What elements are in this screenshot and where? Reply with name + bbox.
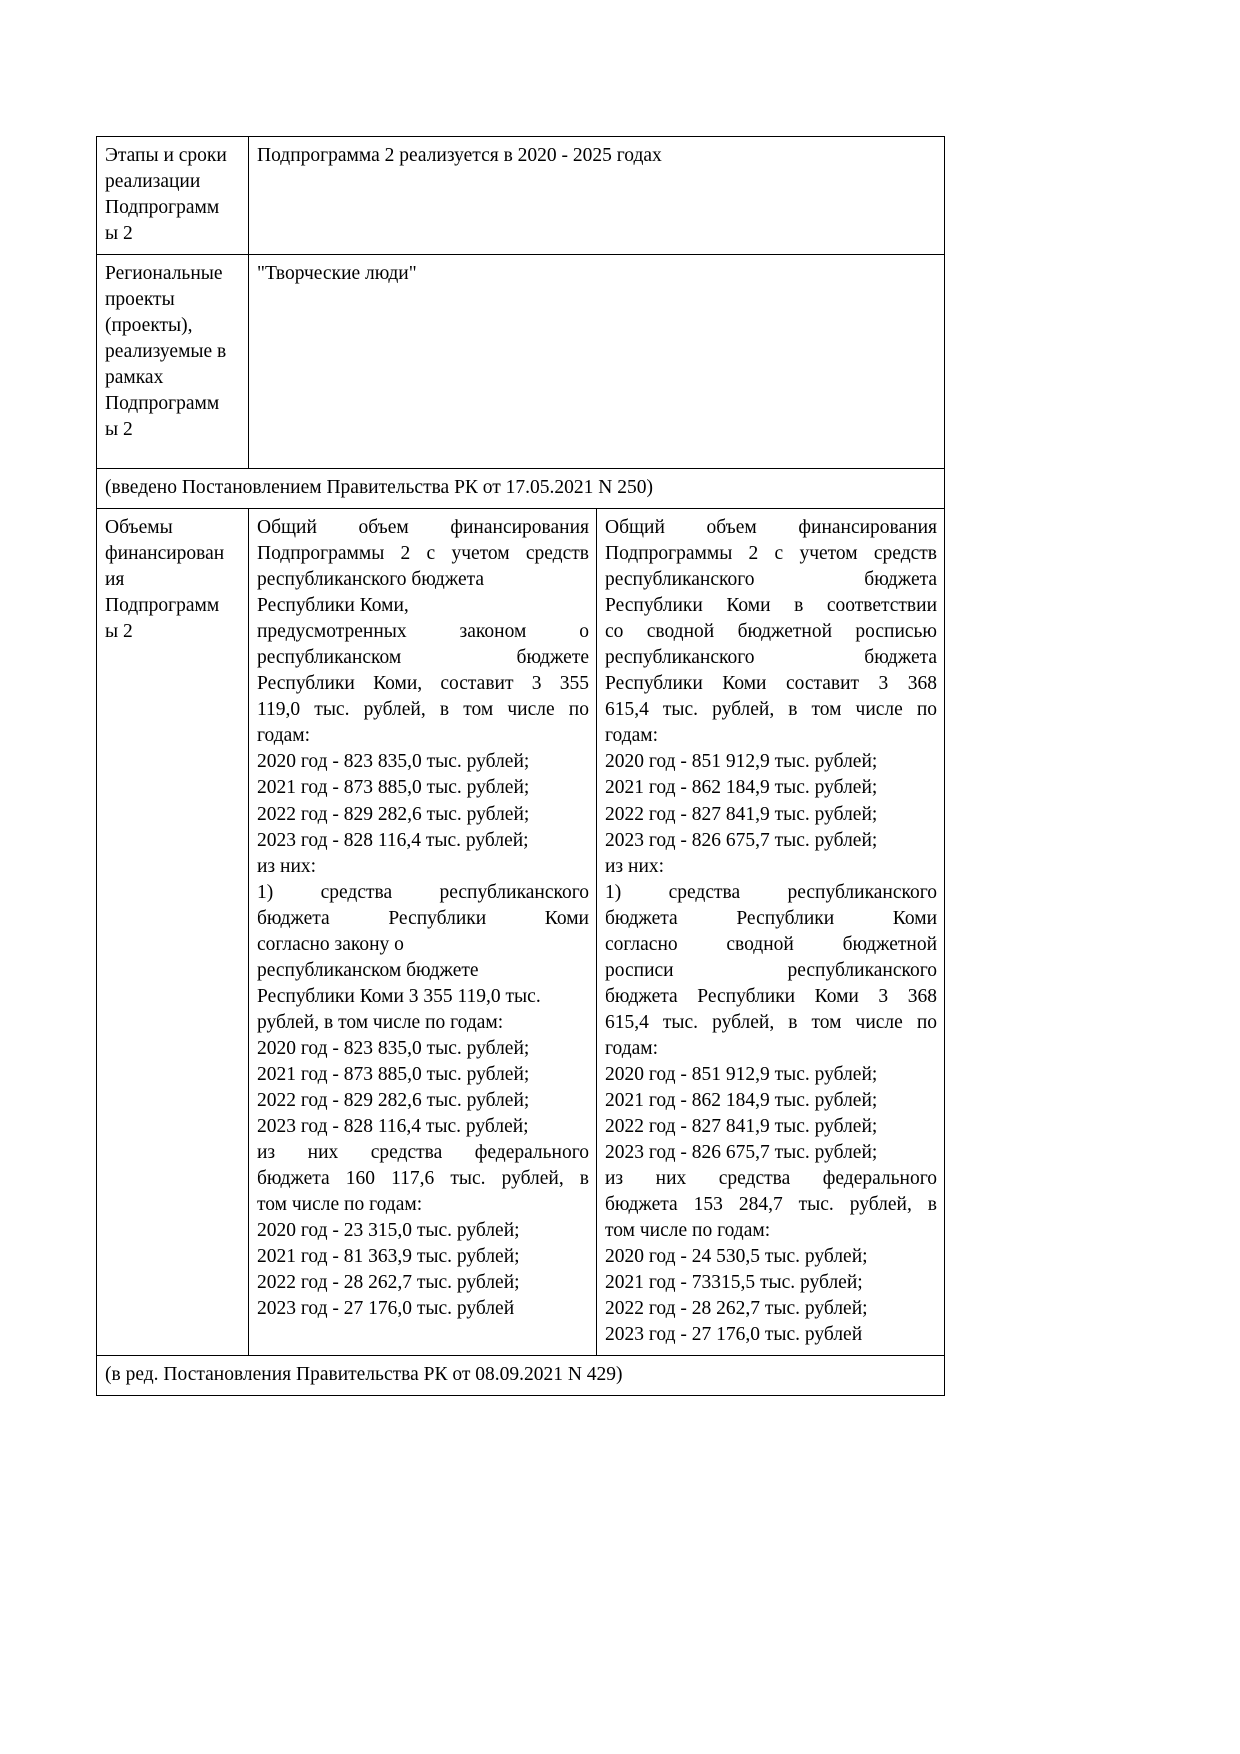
financing-line: бюджета 153 284,7 тыс. рублей, в [605, 1193, 938, 1215]
label-line: ы 2 [105, 419, 133, 441]
financing-line: 2020 год - 823 835,0 тыс. рублей; [257, 751, 530, 773]
financing-line: 1) средства республиканского [605, 881, 938, 903]
financing-line: из них: [605, 855, 665, 877]
financing-line: Республики Коми составит 3 368 [605, 673, 938, 695]
financing-line: бюджета Республики Коми 3 368 [605, 985, 938, 1007]
label-line: реализуемые в [105, 341, 227, 363]
financing-line: республиканском бюджете [257, 959, 479, 981]
label-line: рамках [105, 367, 164, 389]
financing-line: согласно закону о [257, 933, 404, 955]
label-line: проекты [105, 289, 175, 311]
amendment-note-financing: (в ред. Постановления Правительства РК от 08.09.2021 N 429) [97, 1356, 945, 1396]
financing-line: 615,4 тыс. рублей, в том числе по [605, 1011, 938, 1033]
financing-line: Общий объем финансирования [605, 517, 938, 539]
financing-line: 2022 год - 28 262,7 тыс. рублей; [605, 1298, 868, 1320]
financing-line: том числе по годам: [605, 1220, 771, 1241]
table-row-note-regional [97, 469, 945, 509]
amendment-note-regional: (введено Постановлением Правительства РК от 17.05.2021 N 250) [97, 469, 945, 509]
financing-line: республиканского бюджета [257, 569, 485, 591]
financing-line: Подпрограммы 2 с учетом средств [605, 543, 938, 565]
financing-line: 2023 год - 826 675,7 тыс. рублей; [605, 829, 878, 851]
financing-line: Общий объем финансирования [257, 517, 589, 539]
financing-line: из них средства федерального [605, 1167, 938, 1189]
label-line: Подпрограмм [105, 595, 220, 617]
label-line: реализации [105, 171, 201, 193]
financing-line: предусмотренных законом о [257, 621, 589, 643]
table-row-note-financing [97, 1356, 945, 1396]
label-line: (проекты), [105, 315, 193, 337]
financing-column-rospis [597, 509, 945, 1356]
financing-line: республиканского бюджета [605, 569, 938, 591]
financing-line: годам: [605, 1037, 659, 1059]
financing-line: росписи республиканского [605, 959, 938, 981]
financing-line: 2022 год - 829 282,6 тыс. рублей; [257, 803, 530, 825]
financing-line: 2021 год - 873 885,0 тыс. рублей; [257, 1063, 530, 1085]
financing-line: бюджета Республики Коми [257, 907, 589, 929]
financing-line: Республики Коми 3 355 119,0 тыс. [257, 985, 541, 1007]
financing-line: 2023 год - 27 176,0 тыс. рублей [605, 1324, 863, 1346]
financing-line: 2020 год - 851 912,9 тыс. рублей; [605, 1063, 878, 1085]
financing-column-law [249, 509, 597, 1356]
label-line: финансирован [105, 543, 225, 565]
financing-line: 2021 год - 873 885,0 тыс. рублей; [257, 777, 530, 799]
label-line: ы 2 [105, 621, 133, 643]
financing-line: республиканском бюджете [257, 647, 589, 669]
label-line: ы 2 [105, 223, 133, 245]
financing-line: 2020 год - 823 835,0 тыс. рублей; [257, 1037, 530, 1059]
label-line: Этапы и сроки [105, 145, 227, 166]
financing-line: 2023 год - 826 675,7 тыс. рублей; [605, 1141, 878, 1163]
financing-line: 2021 год - 862 184,9 тыс. рублей; [605, 777, 878, 799]
label-line: Подпрограмм [105, 393, 220, 415]
financing-line: со сводной бюджетной росписью [605, 621, 938, 643]
table-row-stages [97, 137, 945, 255]
financing-line: бюджета 160 117,6 тыс. рублей, в [257, 1167, 589, 1189]
financing-line: 1) средства республиканского [257, 881, 589, 903]
financing-line: 2023 год - 828 116,4 тыс. рублей; [257, 1115, 529, 1137]
financing-line: Республики Коми, [257, 595, 409, 617]
financing-line: 2023 год - 27 176,0 тыс. рублей [257, 1298, 515, 1320]
financing-line: 2020 год - 851 912,9 тыс. рублей; [605, 751, 878, 773]
financing-line: 2020 год - 24 530,5 тыс. рублей; [605, 1246, 868, 1268]
financing-line: из них: [257, 855, 317, 877]
label-line: Региональные [105, 263, 223, 285]
label-line: Подпрограмм [105, 197, 220, 219]
financing-line: 615,4 тыс. рублей, в том числе по [605, 699, 938, 721]
financing-line: 2021 год - 81 363,9 тыс. рублей; [257, 1246, 520, 1268]
row-label-stages [97, 137, 249, 255]
financing-line: 2021 год - 862 184,9 тыс. рублей; [605, 1089, 878, 1111]
financing-line: согласно сводной бюджетной [605, 933, 938, 955]
table-row-financing [97, 509, 945, 1356]
financing-line: Республики Коми в соответствии [605, 595, 938, 617]
financing-line: рублей, в том числе по годам: [257, 1011, 504, 1033]
financing-line: годам: [605, 725, 659, 747]
financing-line: 2020 год - 23 315,0 тыс. рублей; [257, 1220, 520, 1241]
row-label-regional-projects [97, 255, 249, 469]
row-label-financing [97, 509, 249, 1356]
financing-line: из них средства федерального [257, 1141, 589, 1163]
financing-line: годам: [257, 725, 311, 747]
financing-line: 2022 год - 827 841,9 тыс. рублей; [605, 803, 878, 825]
financing-line: том числе по годам: [257, 1193, 423, 1215]
table-row-regional-projects [97, 255, 945, 469]
financing-line: Республики Коми, составит 3 355 [257, 673, 589, 695]
label-line: ия [105, 569, 125, 591]
subprogram-table [96, 136, 945, 1396]
financing-line: бюджета Республики Коми [605, 907, 938, 929]
financing-line: 2021 год - 73315,5 тыс. рублей; [605, 1272, 863, 1294]
financing-line: 119,0 тыс. рублей, в том числе по [257, 699, 589, 721]
row-content-regional-projects: "Творческие люди" [249, 255, 945, 469]
row-content-stages: Подпрограмма 2 реализуется в 2020 - 2025 годах [249, 137, 945, 255]
financing-line: 2022 год - 827 841,9 тыс. рублей; [605, 1115, 878, 1137]
financing-line: 2023 год - 828 116,4 тыс. рублей; [257, 829, 529, 851]
label-line: Объемы [105, 517, 173, 539]
financing-line: 2022 год - 28 262,7 тыс. рублей; [257, 1272, 520, 1294]
financing-line: республиканского бюджета [605, 647, 938, 669]
financing-line: 2022 год - 829 282,6 тыс. рублей; [257, 1089, 530, 1111]
financing-line: Подпрограммы 2 с учетом средств [257, 543, 589, 565]
